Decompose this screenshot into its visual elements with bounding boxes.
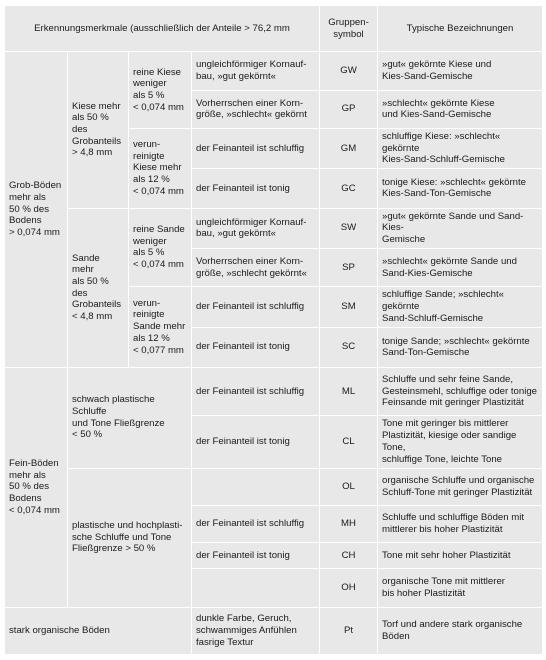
coarse-soils-label: Grob-Böden mehr als 50 % des Bodens > 0,074 mm	[5, 52, 68, 368]
group-symbol: CH	[320, 543, 378, 569]
group-symbol: SP	[320, 248, 378, 286]
group-symbol: CL	[320, 416, 378, 468]
table-row	[5, 607, 543, 654]
typical-name: tonige Kiese: »schlecht« gekörnte Kies-Sand-Ton-Gemische	[378, 169, 543, 208]
feature-cell: der Feinanteil ist schluffig	[192, 128, 320, 168]
table-row	[5, 367, 543, 415]
feature-cell: der Feinanteil ist schluffig	[192, 287, 320, 327]
feature-cell: Vorherrschen einer Korn- größe, »schlecht gekörnt«	[192, 248, 320, 286]
group-symbol: ML	[320, 367, 378, 415]
typical-name: Torf und andere stark organische Böden	[378, 607, 543, 654]
feature-cell: der Feinanteil ist tonig	[192, 543, 320, 569]
typical-name: organische Schluffe und organische Schluff-Tone mit geringer Plastizität	[378, 468, 543, 505]
organic-soils-label: stark organische Böden	[5, 607, 192, 654]
group-symbol: SW	[320, 208, 378, 248]
typical-name: Schluffe und sehr feine Sande, Gesteinsmehl, schluffige oder tonige Feinsande mit geringer Plastizität	[378, 367, 543, 415]
header-criteria: Erkennungsmerkmale (ausschließlich der Anteile > 76,2 mm	[5, 6, 320, 52]
feature-cell: der Feinanteil ist schluffig	[192, 505, 320, 542]
feature-cell: Vorherrschen einer Korn- größe, »schlecht« gekörnt	[192, 90, 320, 128]
feature-cell	[192, 569, 320, 607]
feature-cell: der Feinanteil ist tonig	[192, 169, 320, 208]
clean-sand-label: reine Sande weniger als 5 % < 0,074 mm	[129, 208, 192, 287]
feature-cell: der Feinanteil ist tonig	[192, 416, 320, 468]
typical-name: Tone mit geringer bis mittlerer Plastizität, kiesige oder sandige Tone, schluffige Tone, leichte Tone	[378, 416, 543, 468]
soil-classification-table-wrapper	[4, 5, 542, 655]
group-symbol: SM	[320, 287, 378, 327]
feature-cell: der Feinanteil ist tonig	[192, 327, 320, 367]
feature-cell: dunkle Farbe, Geruch, schwammiges Anfühlen fasrige Textur	[192, 607, 320, 654]
header-group-symbol: Gruppen- symbol	[320, 6, 378, 52]
dirty-gravel-label: verun- reinigte Kiese mehr als 12 % < 0,074 mm	[129, 128, 192, 208]
group-symbol: GP	[320, 90, 378, 128]
typical-name: Schluffe und schluffige Böden mit mittlerer bis hoher Plastizität	[378, 505, 543, 542]
typical-name: organische Tone mit mittlerer bis hoher Plastizität	[378, 569, 543, 607]
group-symbol: OL	[320, 468, 378, 505]
group-symbol: SC	[320, 327, 378, 367]
group-symbol: OH	[320, 569, 378, 607]
typical-name: schluffige Kiese: »schlecht« gekörnte Kies-Sand-Schluff-Gemische	[378, 128, 543, 168]
typical-name: »gut« gekörnte Kiese und Kies-Sand-Gemische	[378, 52, 543, 90]
sand-label: Sande mehr als 50 % des Grobanteils < 4,8 mm	[68, 208, 129, 367]
gravel-label: Kiese mehr als 50 % des Grobanteils > 4,8 mm	[68, 52, 129, 208]
table-row	[5, 208, 543, 248]
fine-soils-label: Fein-Böden mehr als 50 % des Bodens < 0,074 mm	[5, 367, 68, 607]
high-plasticity-label: plastische und hochplasti- sche Schluffe und Tone Fließgrenze > 50 %	[68, 468, 192, 607]
group-symbol: GC	[320, 169, 378, 208]
typical-name: »gut« gekörnte Sande und Sand-Kies- Gemische	[378, 208, 543, 248]
feature-cell: ungleichförmiger Kornauf- bau, »gut gekörnt«	[192, 52, 320, 90]
group-symbol: MH	[320, 505, 378, 542]
soil-classification-table	[4, 5, 543, 655]
clean-gravel-label: reine Kiese weniger als 5 % < 0,074 mm	[129, 52, 192, 129]
header-typical-names: Typische Bezeichnungen	[378, 6, 543, 52]
header-row	[5, 6, 543, 52]
dirty-sand-label: verun- reinigte Sande mehr als 12 % < 0,077 mm	[129, 287, 192, 368]
table-row	[5, 52, 543, 90]
group-symbol: GW	[320, 52, 378, 90]
low-plasticity-label: schwach plastische Schluffe und Tone Fließgrenze < 50 %	[68, 367, 192, 468]
group-symbol: Pt	[320, 607, 378, 654]
typical-name: »schlecht« gekörnte Sande und Sand-Kies-Gemische	[378, 248, 543, 286]
table-row	[5, 468, 543, 505]
feature-cell: ungleichförmiger Kornauf- bau, »gut gekörnt«	[192, 208, 320, 248]
group-symbol: GM	[320, 128, 378, 168]
typical-name: tonige Sande; »schlecht« gekörnte Sand-Ton-Gemische	[378, 327, 543, 367]
feature-cell: der Feinanteil ist schluffig	[192, 367, 320, 415]
typical-name: »schlecht« gekörnte Kiese und Kies-Sand-Gemische	[378, 90, 543, 128]
typical-name: Tone mit sehr hoher Plastizität	[378, 543, 543, 569]
feature-cell	[192, 468, 320, 505]
typical-name: schluffige Sande; »schlecht« gekörnte Sand-Schluff-Gemische	[378, 287, 543, 327]
